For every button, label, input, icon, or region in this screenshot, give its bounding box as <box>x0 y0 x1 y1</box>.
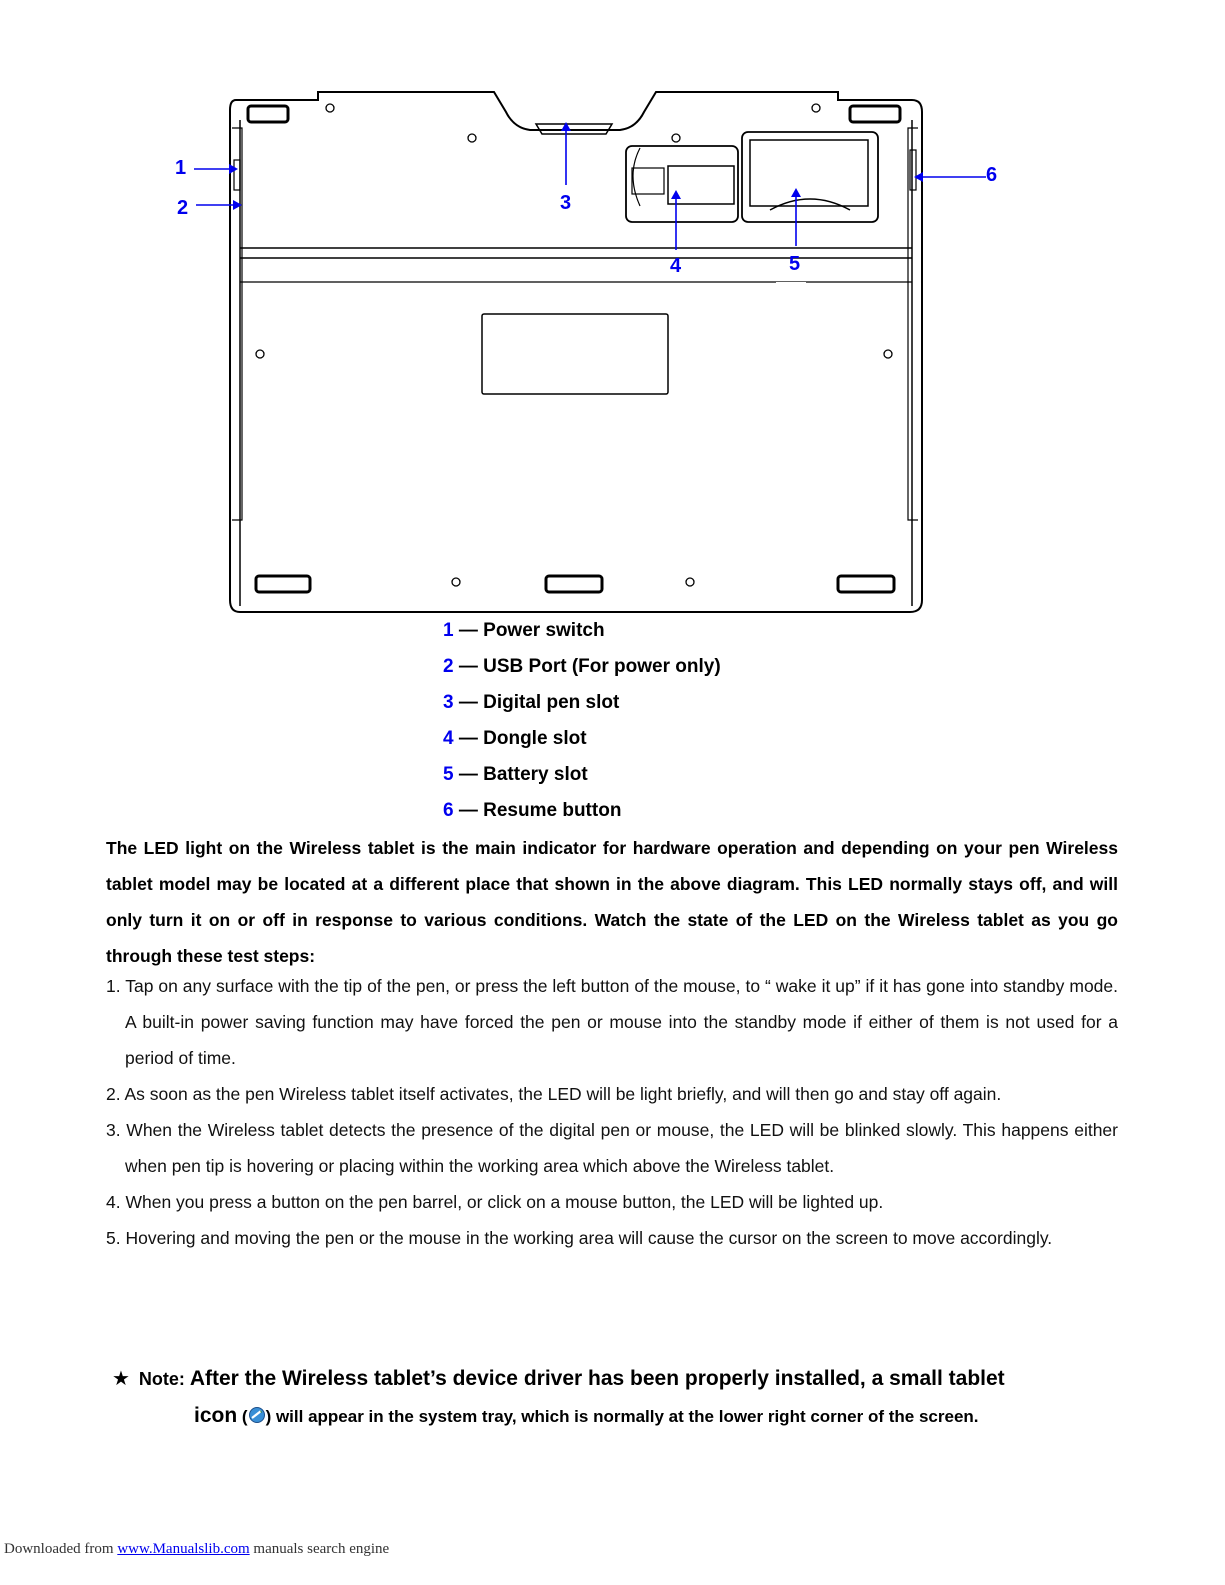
label-plate <box>482 314 668 394</box>
legend-number: 4 <box>443 728 454 749</box>
tablet-bottom-diagram <box>0 0 1225 625</box>
star-icon: ★ <box>112 1368 130 1390</box>
manualslib-link[interactable]: www.Manualslib.com <box>117 1541 250 1557</box>
test-step: 5. Hovering and moving the pen or the mouse in the working area will cause the cursor on the screen to move accordingly. <box>106 1228 1053 1248</box>
callout-1: 1 <box>175 157 187 179</box>
callout-4: 4 <box>670 255 682 277</box>
legend-number: 3 <box>443 692 454 713</box>
note-paren-close: ) <box>265 1407 272 1426</box>
legend-label: Battery slot <box>483 764 588 785</box>
note-colon: : <box>178 1369 190 1389</box>
legend-item <box>443 654 721 690</box>
note-text-line2: will appear in the system tray, which is normally at the lower right corner of the screen. <box>271 1407 979 1426</box>
note-block <box>112 1362 1112 1436</box>
legend-label: USB Port (For power only) <box>483 656 721 677</box>
note-label: Note <box>138 1369 179 1389</box>
foot <box>838 576 894 592</box>
legend-label: Resume button <box>483 800 622 821</box>
note-paren-open: ( <box>237 1407 248 1426</box>
tablet-outline <box>230 92 922 612</box>
legend-item <box>443 726 721 762</box>
legend-item <box>443 762 721 798</box>
legend-number: 5 <box>443 764 454 785</box>
foot <box>850 106 900 122</box>
test-step: 2. As soon as the pen Wireless tablet itself activates, the LED will be light briefly, and will then go and stay off again. <box>106 1084 1002 1104</box>
legend-label: Digital pen slot <box>483 692 620 713</box>
test-steps-list <box>106 968 1118 1256</box>
legend-item <box>443 798 721 834</box>
led-intro-paragraph: The LED light on the Wireless tablet is the main indicator for hardware operation and depending on your pen Wireless tablet model may be located at a different place that shown in the above diagram. This LED normally stays off, and will only turn it on or off in response to various conditions. Watch the state of the LED on the Wireless tablet as you go through these test steps: <box>106 838 1118 966</box>
legend-number: 2 <box>443 656 454 677</box>
callout-2: 2 <box>177 197 189 219</box>
legend-item <box>443 618 721 654</box>
battery-compartment <box>742 132 878 222</box>
legend-item <box>443 690 721 726</box>
footer-prefix: Downloaded from <box>4 1541 118 1557</box>
foot <box>248 106 288 122</box>
foot <box>256 576 310 592</box>
test-step: 1. Tap on any surface with the tip of the pen, or press the left button of the mouse, to “ wake it up” if it has gone into standby mode. A built-in power saving function may have forced the pen or mouse into the standby mode if either of them is not used for a period of time. <box>106 976 1118 1068</box>
footer-suffix: manuals search engine <box>249 1541 390 1557</box>
callout-3: 3 <box>560 192 572 214</box>
dongle-compartment <box>626 146 738 222</box>
note-text-line1: After the Wireless tablet’s device driver has been properly installed, a small tablet <box>189 1367 1005 1390</box>
legend-separator: — <box>453 620 484 641</box>
callout-5: 5 <box>789 253 801 275</box>
test-step: 3. When the Wireless tablet detects the presence of the digital pen or mouse, the LED will be blinked slowly. This happens either when pen tip is hovering or placing within the working area which above the Wireless tablet. <box>106 1120 1118 1176</box>
legend-number: 1 <box>443 620 454 641</box>
download-footer <box>4 1541 389 1558</box>
legend-separator: — <box>453 800 484 821</box>
legend-separator: — <box>453 692 484 713</box>
foot <box>546 576 602 592</box>
legend-separator: — <box>453 728 484 749</box>
legend-number: 6 <box>443 800 454 821</box>
note-icon-word: icon <box>194 1404 238 1427</box>
legend-separator: — <box>453 764 484 785</box>
legend-separator: — <box>453 656 484 677</box>
legend-label: Dongle slot <box>483 728 587 749</box>
tablet-tray-icon <box>248 1404 266 1436</box>
parts-legend <box>443 618 721 834</box>
test-step: 4. When you press a button on the pen barrel, or click on a mouse button, the LED will be lighted up. <box>106 1192 884 1212</box>
callout-6: 6 <box>986 164 998 186</box>
legend-label: Power switch <box>483 620 605 641</box>
